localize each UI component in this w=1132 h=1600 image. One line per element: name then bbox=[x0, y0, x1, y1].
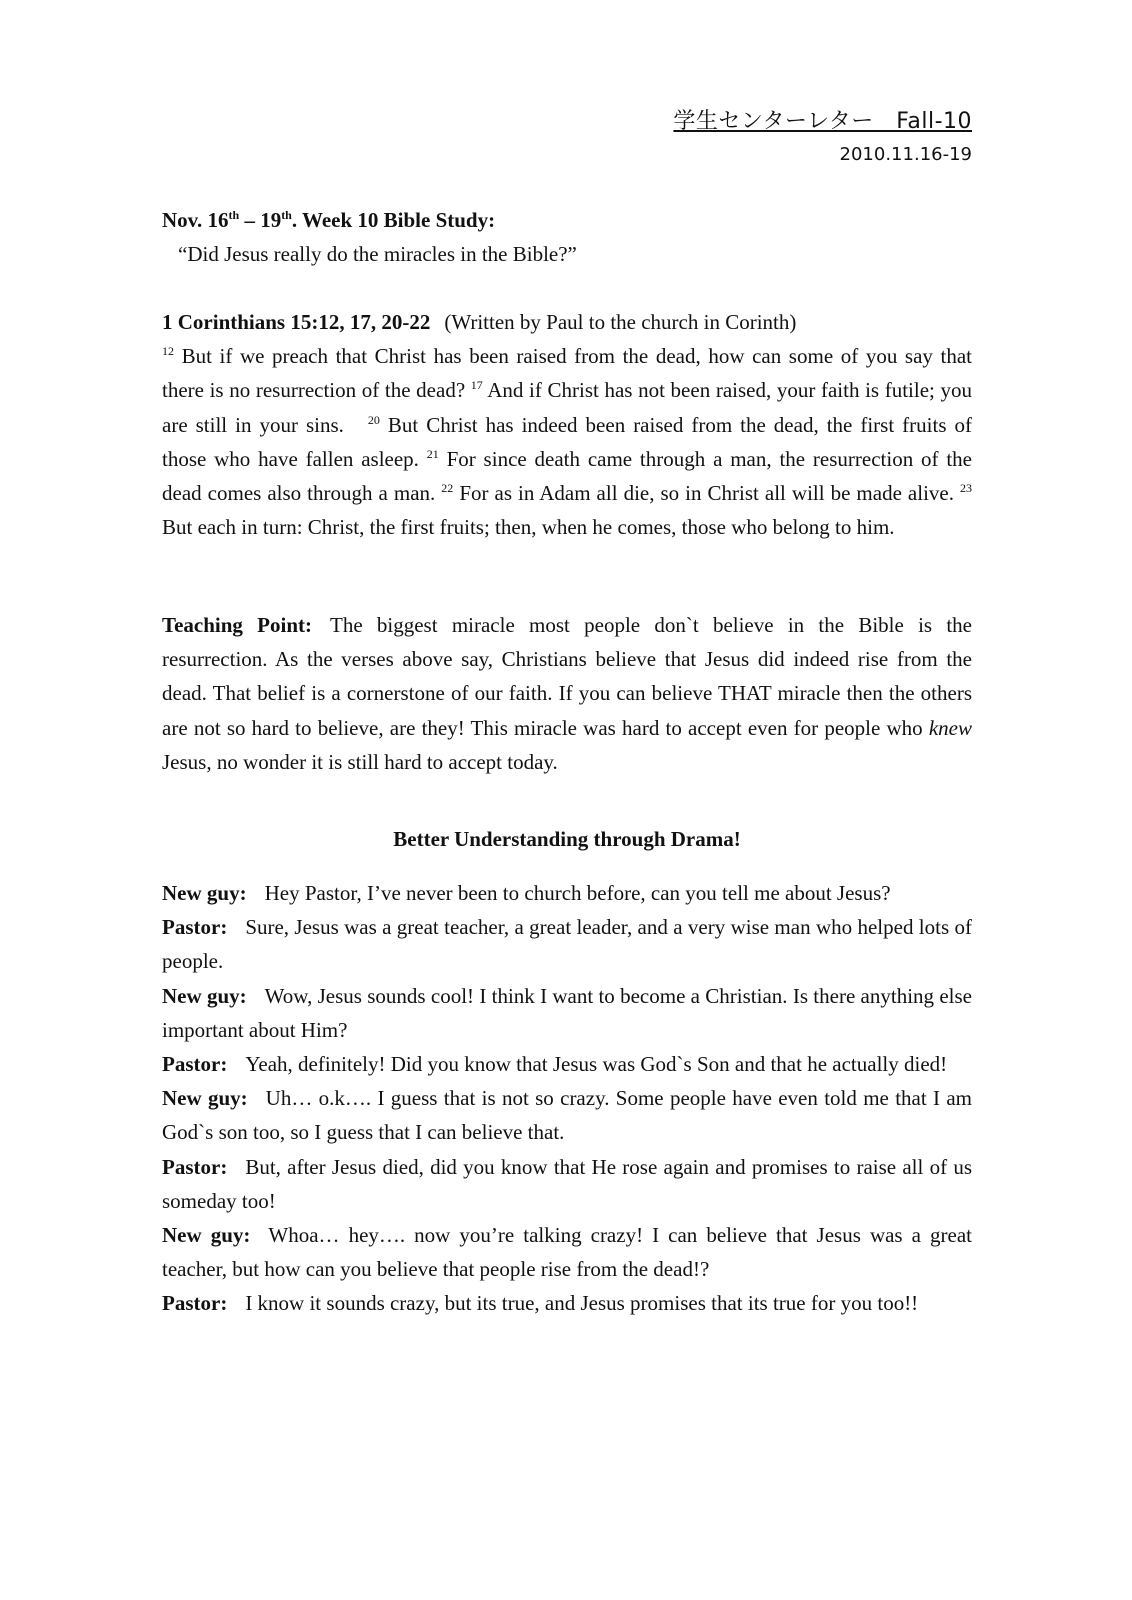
dialogue-text: Uh… o.k…. I guess that is not so crazy. Some people have even told me that I am God`s son too, so I guess that I can believe that. bbox=[162, 1086, 972, 1145]
newsletter-date: 2010.11.16-19 bbox=[839, 144, 972, 165]
speaker-label: New guy: bbox=[162, 1223, 251, 1248]
study-title bbox=[162, 208, 495, 233]
verse-number: 20 bbox=[367, 412, 380, 427]
verse-text: But each in turn: Christ, the first fruits; then, when he comes, those who belong to him. bbox=[162, 515, 895, 540]
verse-number: 22 bbox=[441, 481, 454, 496]
speaker-label: Pastor: bbox=[162, 915, 228, 940]
drama-heading: Better Understanding through Drama! bbox=[393, 827, 741, 851]
dialogue-text: Yeah, definitely! Did you know that Jesus was God`s Son and that he actually died! bbox=[245, 1052, 948, 1077]
dialogue-line bbox=[162, 979, 972, 1047]
ordinal-suffix: th bbox=[228, 208, 240, 222]
dialogue-line bbox=[162, 910, 972, 978]
dialogue-text: Hey Pastor, I’ve never been to church before, can you tell me about Jesus? bbox=[264, 881, 891, 905]
scripture-reference: 1 Corinthians 15:12, 17, 20-22 bbox=[162, 310, 431, 334]
dialogue-line bbox=[162, 1047, 972, 1081]
study-question: “Did Jesus really do the miracles in the Bible?” bbox=[178, 242, 577, 266]
dialogue-line bbox=[162, 1150, 972, 1218]
speaker-label: Pastor: bbox=[162, 1291, 228, 1316]
dialogue-line bbox=[162, 1286, 972, 1320]
dialogue-text: Wow, Jesus sounds cool! I think I want to become a Christian. Is there anything else important about Him? bbox=[162, 983, 972, 1042]
study-title-part: – 19 bbox=[239, 208, 282, 232]
verse-text: But if we preach that Christ has been raised from the dead, how can some of you say that there is no resurrection of the dead? bbox=[162, 344, 972, 403]
scripture-reference-line bbox=[162, 305, 972, 339]
verse-number: 17 bbox=[470, 378, 483, 393]
scripture-note: (Written by Paul to the church in Corinth) bbox=[444, 310, 797, 334]
dialogue-text: I know it sounds crazy, but its true, and Jesus promises that its true for you too!! bbox=[245, 1291, 919, 1316]
study-title-part: . Week 10 Bible Study: bbox=[291, 208, 496, 232]
newsletter-title: 学生センターレター Fall-10 bbox=[673, 109, 972, 134]
teaching-point bbox=[162, 608, 972, 779]
dialogue-line bbox=[162, 1218, 972, 1286]
verse-text: For since death came through a man, the resurrection of the dead comes also through a man. bbox=[162, 446, 972, 506]
verse-text: But Christ has indeed been raised from the dead, the first fruits of those who have fallen asleep. bbox=[162, 412, 973, 471]
ordinal-suffix: th bbox=[281, 208, 292, 222]
dialogue-line bbox=[162, 876, 972, 910]
dialogue-text: But, after Jesus died, did you know that He rose again and promises to raise all of us someday too! bbox=[162, 1154, 972, 1213]
verse-number: 23 bbox=[960, 481, 973, 496]
teaching-point-emphasis: knew bbox=[928, 715, 972, 740]
dialogue-text: Sure, Jesus was a great teacher, a great leader, and a very wise man who helped lots of people. bbox=[162, 915, 972, 974]
scripture-passage bbox=[162, 305, 972, 544]
dialogue-text: Whoa… hey…. now you’re talking crazy! I can believe that Jesus was a great teacher, but how can you believe that people rise from the dead!? bbox=[162, 1223, 972, 1282]
verse-number: 21 bbox=[426, 446, 439, 461]
teaching-point-label: Teaching Point: bbox=[162, 613, 312, 637]
speaker-label: New guy: bbox=[162, 983, 247, 1008]
speaker-label: Pastor: bbox=[162, 1154, 228, 1179]
drama-dialogue bbox=[162, 876, 972, 1321]
dialogue-line bbox=[162, 1081, 972, 1149]
speaker-label: New guy: bbox=[162, 881, 247, 905]
verse-text: And if Christ has not been raised, your faith is futile; you are still in your sins. bbox=[162, 378, 973, 437]
scripture-verses bbox=[162, 339, 972, 544]
teaching-point-text-end: Jesus, no wonder it is still hard to accept today. bbox=[162, 749, 558, 774]
speaker-label: Pastor: bbox=[162, 1052, 228, 1077]
speaker-label: New guy: bbox=[162, 1086, 248, 1111]
teaching-point-text: The biggest miracle most people don`t believe in the Bible is the resurrection. As the verses above say, Christians believe that Jesus did indeed rise from the dead. That belief is a cornerstone of our faith. If you can believe THAT miracle then the others are not so hard to believe, are they! This miracle was hard to accept even for people who bbox=[162, 613, 972, 740]
verse-text: For as in Adam all die, so in Christ all will be made alive. bbox=[453, 481, 961, 506]
verse-number: 12 bbox=[162, 344, 174, 359]
study-title-part: Nov. 16 bbox=[162, 208, 229, 232]
